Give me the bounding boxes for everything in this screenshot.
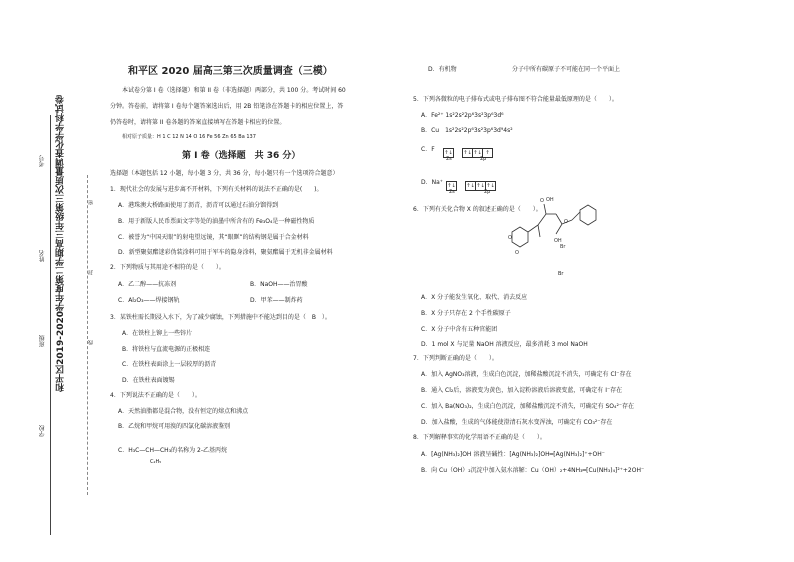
seal-char-1: 密 (88, 200, 94, 205)
q6-option-b: B．X 分子只存在 2 个手性碳原子 (421, 310, 511, 317)
q5-d-label-2p: 2p (484, 189, 491, 195)
q4-option-c-substituent: C₂H₅ (150, 459, 162, 465)
atomic-masses: 相对原子质量：H 1 C 12 N 14 O 16 Fe 56 Zn 65 Ba 137 (122, 134, 256, 140)
q6-stem: 6．下列有关化合物 X 的叙述正确的是（ ）。 (413, 206, 542, 213)
section-title: 第 I 卷（选择题 共 36 分） (182, 151, 301, 161)
q5-d-label-2s: 2s (449, 189, 455, 195)
q4-stem: 4．下列说法不正确的是（ ）。 (110, 392, 201, 399)
q6-option-c: C．X 分子中含有五种官能团 (421, 326, 498, 333)
q4-option-a: A．天然油脂都是混合物，没有恒定的熔点和沸点 (118, 408, 249, 415)
q2-option-c: C．Al₂O₃——焊接钢轨 (118, 297, 180, 304)
q7-option-b: B．通入 Cl₂后，溶液变为黄色，加入淀粉溶液后溶液变蓝，可确定有 I⁻存在 (421, 387, 623, 394)
q7-stem: 7．下列判断正确的是（ ）。 (413, 355, 498, 362)
q3-option-c: C．在铁柱表面涂上一层较厚的沥青 (122, 361, 217, 368)
binding-line (50, 115, 51, 535)
seal-char-3: 线 (88, 340, 94, 345)
orbital-cell: ↑↓ (447, 182, 456, 189)
q3-option-d: D．在铁柱表面镀锡 (122, 377, 175, 384)
q2-option-a: A．乙二醇——抗冻剂 (118, 281, 177, 288)
q8-stem: 8．下列解释事实的化学用语不正确的是（ ）。 (413, 434, 546, 441)
label-name: 姓名 (39, 250, 46, 262)
q8-option-a: A．[Ag(NH₃)₂]OH 溶液呈碱性：[Ag(NH₃)₂]OH═[Ag(NH₃)₂]⁺+OH⁻ (421, 451, 605, 458)
atom-label: Br (560, 244, 566, 250)
orbital-cell: ↑↓ (476, 182, 485, 189)
orbital-cell: ↑↓ (444, 149, 453, 156)
section-instructions: 选择题（本题包括 12 小题，每小题 3 分，共 36 分，每小题只有一个选项符合题意） (110, 170, 339, 177)
atom-label: O (540, 198, 544, 204)
orbital-cell: ↑↓ (486, 182, 495, 189)
q4-option-d-text: 分子中所有碳原子不可能在同一个平面上 (512, 66, 621, 73)
q5-option-c: C．F (421, 146, 435, 153)
intro-line-1: 本试卷分第 I 卷（选择题）和第 II 卷（非选择题）两部分，共 100 分。考试时间 60 (122, 87, 346, 94)
label-class: 班级 (39, 335, 46, 347)
structure-br-label: Br (558, 271, 564, 277)
label-exam-number: 考号 (39, 155, 46, 167)
exam-side-title: 和平区2019-2020学年度第二学期高三年级第三次质量调查化学学科试卷 (56, 95, 66, 392)
orbital-box-group (462, 148, 493, 158)
orbital-cell: ↑↓ (466, 182, 475, 189)
q5-c-label-2s: 2s (446, 156, 452, 162)
orbital-cell: ↑↓ (473, 149, 482, 156)
q8-option-b: B．向 Cu（OH）₂沉淀中加入氨水溶解：Cu（OH）₂+4NH₃═[Cu(NH₃)₄]²⁺+2OH⁻ (421, 467, 645, 474)
q1-option-b: B．用于新版人民币票面文字等处的油墨中所含有的 Fe₃O₄是一种磁性物质 (118, 218, 315, 225)
q5-stem: 5．下列各微粒的电子排布式或电子排布图不符合能量最低原理的是（ ）。 (413, 96, 618, 103)
seal-dashed-line (87, 175, 88, 495)
q5-d-orbital-2p (465, 177, 496, 193)
q7-option-a: A．加入 AgNO₃溶液，生成白色沉淀，加稀盐酸沉淀不消失，可确定有 Cl⁻存在 (421, 371, 632, 378)
orbital-cell: ↑ (485, 149, 490, 156)
q5-option-a: A．Fe²⁺ 1s²2s²2p⁶3s²3p⁶3d⁶ (421, 112, 504, 119)
orbital-box-group (465, 181, 496, 191)
q2-option-b: B．NaOH——治胃酸 (250, 281, 308, 288)
atom-label: O (515, 250, 519, 256)
q7-option-d: D．加入盐酸，生成的气体能使澄清石灰水变浑浊，可确定有 CO₃²⁻存在 (421, 419, 613, 426)
q4-option-d: D．有机物 (428, 66, 457, 73)
q3-option-a: A．在铁柱上铆上一些锌片 (122, 330, 193, 337)
q6-option-a: A．X 分子能发生氧化、取代、消去反应 (421, 294, 528, 301)
q5-option-d: D．Na⁺ (421, 179, 443, 186)
q1-option-a: A．港珠澳大桥路面使用了沥青，沥青可以通过石油分馏得到 (118, 202, 279, 209)
q4-option-b: B．乙烷和甲烷可用溴的四氯化碳溶液鉴别 (118, 423, 231, 430)
q6-option-d: D．1 mol X 与足量 NaOH 溶液反应，最多消耗 3 mol NaOH (421, 341, 588, 348)
q2-option-d: D．甲苯——制炸药 (250, 297, 303, 304)
intro-line-3: 仍答卷时，请将第 II 卷各题的答案直接填写在答题卡相应的位置。 (110, 119, 286, 126)
q5-c-orbital-2p (462, 144, 493, 160)
label-school: 学校 (39, 425, 46, 437)
q5-option-b: B．Cu 1s²2s²2p⁶3s²3p⁶3d⁹4s² (421, 127, 513, 134)
atom-label: O (508, 235, 512, 241)
seal-char-2: 封 (88, 270, 94, 275)
q3-option-b: B．将铁柱与直流电源的正极相连 (122, 346, 211, 353)
q4-option-c: C．H₃C—CH—CH₃的名称为 2-乙基丙烷 (118, 447, 227, 454)
q7-option-c: C．加入 Ba(NO₃)₂，生成白色沉淀，加稀盐酸沉淀不消失，可确定有 SO₄²⁻存在 (421, 403, 635, 410)
compound-x-structure (500, 192, 610, 262)
q1-option-d: D．新型聚氨酯迷彩伪装涂料可用于军车的隐身涂料，聚氨酯属于无机非金属材料 (118, 249, 333, 256)
binding-margin (5, 95, 94, 535)
atom-label: OH (546, 197, 554, 203)
intro-line-2: 分钟。答卷前，请将第 I 卷每个题答案选出后，用 2B 铅笔涂在答题卡的相应位置上，答 (110, 103, 344, 110)
q3-stem: 3．某铁柱需长期浸入水下，为了减少腐蚀，下列措施中不能达到目的是（ B ）。 (110, 314, 331, 321)
atom-label: OH (554, 238, 562, 244)
q2-stem: 2．下列物质与其用途不相符的是（ ）。 (110, 264, 225, 271)
atom-label: O (564, 219, 568, 225)
exam-title: 和平区 2020 届高三第三次质量调查（三模） (128, 66, 333, 77)
q1-stem: 1．现代社会的发展与进步离不开材料，下列有关材料的说法不正确的是( )。 (110, 186, 323, 193)
q5-c-label-2p: 2p (480, 156, 487, 162)
q1-option-c: C．被誉为“中国天眼”的射电望远镜，其“眼眶”的结构钢是属于合金材料 (118, 234, 309, 241)
orbital-cell: ↑↓ (463, 149, 472, 156)
